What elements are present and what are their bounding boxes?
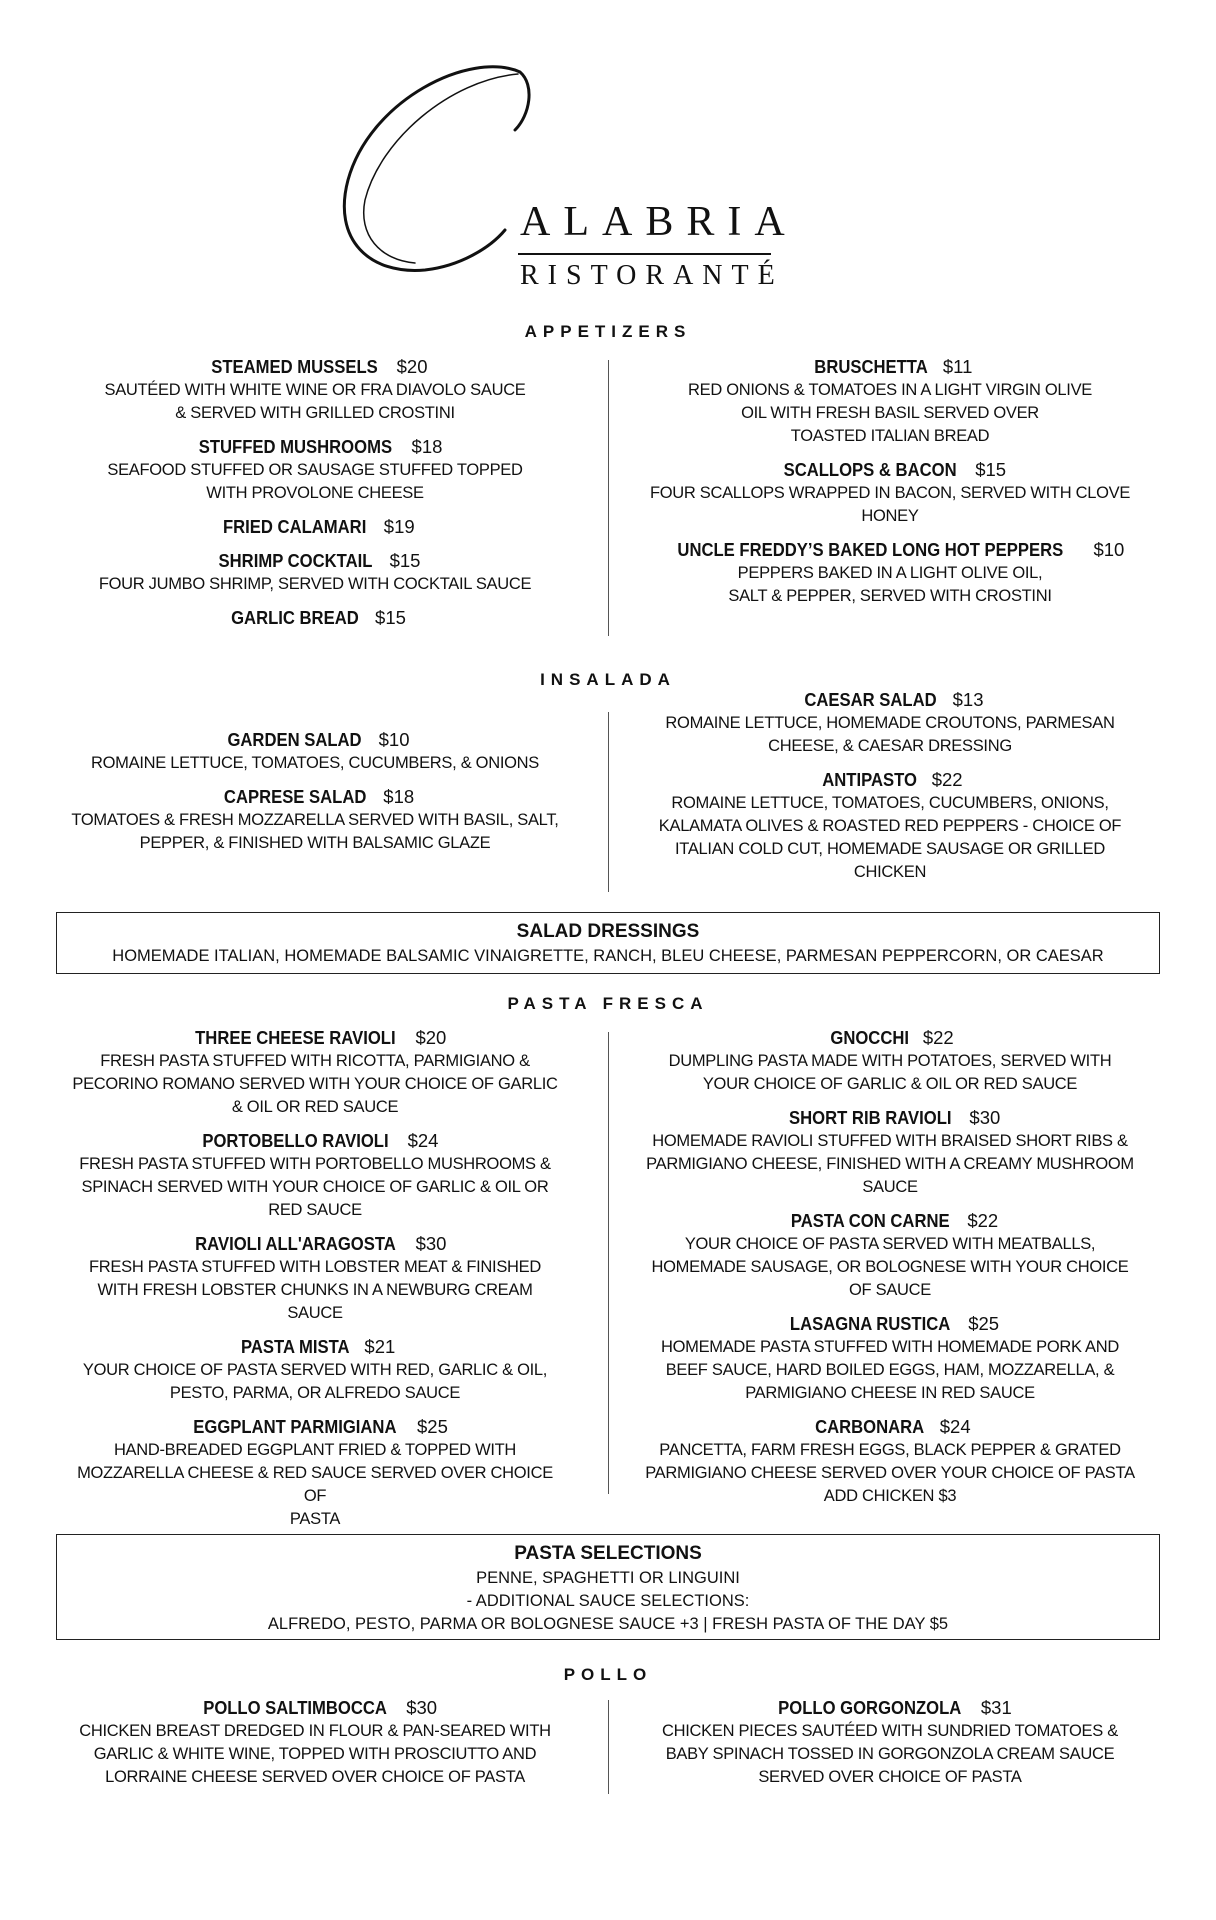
menu-item-heading xyxy=(640,458,1140,482)
menu-item xyxy=(70,435,560,505)
menu-item xyxy=(640,768,1140,884)
menu-item xyxy=(70,1232,560,1325)
menu-item-heading xyxy=(70,355,560,379)
menu-item-heading xyxy=(640,538,1140,562)
menu-item-price: $10 xyxy=(1093,539,1125,560)
menu-item-description: YOUR CHOICE OF GARLIC & OIL OR RED SAUCE xyxy=(702,1075,1078,1093)
menu-item-description: OF SAUCE xyxy=(849,1281,931,1299)
pollo-right-column xyxy=(640,1696,1140,1799)
menu-item-price: $15 xyxy=(389,550,421,571)
menu-item-description: PESTO, PARMA, OR ALFREDO SAUCE xyxy=(169,1384,461,1402)
menu-item-description: PASTA xyxy=(289,1510,341,1528)
menu-item-heading xyxy=(640,688,1140,712)
menu-item-description: BEEF SAUCE, HARD BOILED EGGS, HAM, MOZZARELLA, & xyxy=(665,1361,1115,1379)
menu-item-description: ITALIAN COLD CUT, HOMEMADE SAUSAGE OR GRILLED xyxy=(675,840,1105,858)
menu-item-name: STEAMED MUSSELS xyxy=(211,356,379,377)
menu-item-name: FRIED CALAMARI xyxy=(223,516,367,537)
insalada-left-column xyxy=(70,728,560,865)
menu-item-name: CARBONARA xyxy=(815,1416,925,1437)
menu-item-description: PECORINO ROMANO SERVED WITH YOUR CHOICE OF GARLIC xyxy=(72,1075,558,1093)
menu-item-heading xyxy=(70,1026,560,1050)
menu-item-price: $31 xyxy=(980,1697,1012,1718)
menu-item xyxy=(70,515,560,539)
menu-item-name: SHORT RIB RAVIOLI xyxy=(788,1107,952,1128)
menu-item-heading xyxy=(640,355,1140,379)
menu-item-price: $24 xyxy=(939,1416,971,1437)
menu-item-description: RED ONIONS & TOMATOES IN A LIGHT VIRGIN OLIVE xyxy=(688,381,1092,399)
menu-item xyxy=(70,1026,560,1119)
menu-item xyxy=(640,355,1140,448)
menu-item-price: $18 xyxy=(411,436,443,457)
menu-item xyxy=(640,1209,1140,1302)
column-divider xyxy=(608,712,609,892)
menu-item-description: WITH FRESH LOBSTER CHUNKS IN A NEWBURG CREAM SAUCE xyxy=(97,1281,533,1322)
menu-item xyxy=(70,1335,560,1405)
menu-item-heading xyxy=(70,515,560,539)
menu-item-heading xyxy=(70,1696,560,1720)
menu-item-price: $10 xyxy=(378,729,410,750)
logo-name: ALABRIA xyxy=(520,199,798,245)
menu-item-description: KALAMATA OLIVES & ROASTED RED PEPPERS - CHOICE OF xyxy=(658,817,1122,835)
column-divider xyxy=(608,360,609,636)
menu-item-name: SCALLOPS & BACON xyxy=(783,459,957,480)
pollo-left-column xyxy=(70,1696,560,1799)
menu-item-description: HONEY xyxy=(861,507,919,525)
menu-item-price: $22 xyxy=(922,1027,954,1048)
menu-item-heading xyxy=(640,1696,1140,1720)
menu-item-heading xyxy=(640,1026,1140,1050)
pasta-selections-line: - ADDITIONAL SAUCE SELECTIONS: xyxy=(466,1592,750,1610)
menu-item-description: CHICKEN xyxy=(853,863,927,881)
menu-item-description: BABY SPINACH TOSSED IN GORGONZOLA CREAM SAUCE xyxy=(665,1745,1115,1763)
menu-item-price: $30 xyxy=(415,1233,447,1254)
salad-dressings-list: HOMEMADE ITALIAN, HOMEMADE BALSAMIC VINAIGRETTE, RANCH, BLEU CHEESE, PARMESAN PEPPERCORN, OR CAESAR xyxy=(112,947,1104,965)
menu-item-description: WITH PROVOLONE CHEESE xyxy=(206,484,424,502)
menu-item-name: GNOCCHI xyxy=(830,1027,910,1048)
section-title-pollo: POLLO xyxy=(563,1665,653,1684)
menu-item-price: $24 xyxy=(407,1130,439,1151)
menu-item-name: GARLIC BREAD xyxy=(231,607,359,628)
menu-item-name: SHRIMP COCKTAIL xyxy=(218,550,372,571)
menu-item-price: $21 xyxy=(364,1336,396,1357)
menu-item-price: $30 xyxy=(406,1697,438,1718)
menu-item-description: GARLIC & WHITE WINE, TOPPED WITH PROSCIUTTO AND xyxy=(93,1745,537,1763)
menu-item-description: RED SAUCE xyxy=(268,1201,362,1219)
menu-item-heading xyxy=(640,1312,1140,1336)
menu-item-description: OIL WITH FRESH BASIL SERVED OVER xyxy=(741,404,1039,422)
menu-item xyxy=(640,1312,1140,1405)
menu-item-name: PORTOBELLO RAVIOLI xyxy=(201,1130,389,1151)
menu-item-description: LORRAINE CHEESE SERVED OVER CHOICE OF PASTA xyxy=(105,1768,525,1786)
menu-item-description: SEAFOOD STUFFED OR SAUSAGE STUFFED TOPPED xyxy=(107,461,523,479)
menu-item-name: BRUSCHETTA xyxy=(813,356,928,377)
menu-item-description: PEPPER, & FINISHED WITH BALSAMIC GLAZE xyxy=(139,834,491,852)
menu-item-name: STUFFED MUSHROOMS xyxy=(198,436,392,457)
menu-item-description: PARMIGIANO CHEESE IN RED SAUCE xyxy=(745,1384,1035,1402)
menu-item-price: $22 xyxy=(967,1210,999,1231)
menu-item-description: PARMIGIANO CHEESE, FINISHED WITH A CREAMY MUSHROOM xyxy=(646,1155,1134,1173)
menu-item-name: GARDEN SALAD xyxy=(227,729,363,750)
menu-item-name: THREE CHEESE RAVIOLI xyxy=(194,1027,396,1048)
menu-item-description: SAUCE xyxy=(862,1178,918,1196)
menu-item-name: CAESAR SALAD xyxy=(803,689,937,710)
menu-item-name: ANTIPASTO xyxy=(822,769,918,790)
menu-item-description: HOMEMADE PASTA STUFFED WITH HOMEMADE PORK AND xyxy=(660,1338,1119,1356)
menu-item-description: PEPPERS BAKED IN A LIGHT OLIVE OIL, xyxy=(737,564,1043,582)
menu-item-price: $20 xyxy=(396,356,428,377)
menu-item-description: PANCETTA, FARM FRESH EGGS, BLACK PEPPER & GRATED xyxy=(659,1441,1121,1459)
menu-item-description: ADD CHICKEN $3 xyxy=(823,1487,957,1505)
menu-item-description: SAUTÉED WITH WHITE WINE OR FRA DIAVOLO SAUCE xyxy=(104,381,526,399)
menu-item-description: HOMEMADE RAVIOLI STUFFED WITH BRAISED SHORT RIBS & xyxy=(652,1132,1128,1150)
menu-item-description: ROMAINE LETTUCE, HOMEMADE CROUTONS, PARMESAN xyxy=(665,714,1115,732)
menu-item-description: SERVED OVER CHOICE OF PASTA xyxy=(758,1768,1022,1786)
menu-item-heading xyxy=(70,606,560,630)
section-title-insalada: INSALADA xyxy=(540,670,676,689)
menu-item-name: RAVIOLI ALL'ARAGOSTA xyxy=(194,1233,396,1254)
menu-item-description: YOUR CHOICE OF PASTA SERVED WITH RED, GARLIC & OIL, xyxy=(82,1361,548,1379)
menu-item-description: ROMAINE LETTUCE, TOMATOES, CUCUMBERS, ONIONS, xyxy=(671,794,1109,812)
menu-item-description: TOMATOES & FRESH MOZZARELLA SERVED WITH BASIL, SALT, xyxy=(71,811,559,829)
section-title-pasta-fresca: PASTA FRESCA xyxy=(507,994,709,1013)
logo-subtitle: RISTORANTÉ xyxy=(520,260,784,291)
menu-item-heading xyxy=(70,1415,560,1439)
menu-item-description: & OIL OR RED SAUCE xyxy=(231,1098,399,1116)
menu-item-description: SALT & PEPPER, SERVED WITH CROSTINI xyxy=(728,587,1052,605)
menu-item xyxy=(640,458,1140,528)
menu-item-heading xyxy=(640,1209,1140,1233)
menu-item-price: $30 xyxy=(969,1107,1001,1128)
menu-item xyxy=(640,1415,1140,1508)
pasta-left-column xyxy=(70,1026,560,1541)
column-divider xyxy=(608,1032,609,1494)
menu-item-description: FOUR JUMBO SHRIMP, SERVED WITH COCKTAIL SAUCE xyxy=(98,575,532,593)
menu-item-description: HAND-BREADED EGGPLANT FRIED & TOPPED WITH xyxy=(113,1441,517,1459)
pasta-selections-line: ALFREDO, PESTO, PARMA OR BOLOGNESE SAUCE +3 | FRESH PASTA OF THE DAY $5 xyxy=(267,1615,949,1633)
menu-item-price: $18 xyxy=(383,786,415,807)
menu-item xyxy=(640,688,1140,758)
menu-item-price: $15 xyxy=(375,607,406,628)
menu-item-price: $11 xyxy=(942,356,973,377)
menu-item-description: FOUR SCALLOPS WRAPPED IN BACON, SERVED WITH CLOVE xyxy=(649,484,1131,502)
menu-item-heading xyxy=(640,768,1140,792)
menu-item-heading xyxy=(70,728,560,752)
menu-item xyxy=(70,549,560,596)
menu-item xyxy=(70,1415,560,1531)
menu-item-heading xyxy=(70,435,560,459)
menu-item-heading xyxy=(70,785,560,809)
menu-item xyxy=(70,1129,560,1222)
menu-item xyxy=(640,1106,1140,1199)
menu-item-name: EGGPLANT PARMIGIANA xyxy=(193,1416,397,1437)
menu-item-description: & SERVED WITH GRILLED CROSTINI xyxy=(175,404,455,422)
appetizers-left-column xyxy=(70,355,560,640)
menu-item-price: $20 xyxy=(415,1027,447,1048)
section-title-appetizers: APPETIZERS xyxy=(524,322,692,341)
menu-item-description: CHEESE, & CAESAR DRESSING xyxy=(768,737,1012,755)
menu-item-description: TOASTED ITALIAN BREAD xyxy=(790,427,990,445)
pasta-selections-box xyxy=(56,1534,1160,1640)
menu-item-name: LASAGNA RUSTICA xyxy=(789,1313,951,1334)
menu-item-price: $22 xyxy=(931,769,963,790)
menu-item xyxy=(640,538,1140,608)
pasta-selections-title: PASTA SELECTIONS xyxy=(514,1543,702,1564)
menu-item xyxy=(70,728,560,775)
menu-item-heading xyxy=(70,549,560,573)
menu-item-heading xyxy=(70,1335,560,1359)
pasta-selections-line: PENNE, SPAGHETTI OR LINGUINI xyxy=(476,1569,740,1587)
menu-item-description: SPINACH SERVED WITH YOUR CHOICE OF GARLIC & OIL OR xyxy=(81,1178,549,1196)
menu-item-price: $19 xyxy=(383,516,415,537)
menu-item-description: HOMEMADE SAUSAGE, OR BOLOGNESE WITH YOUR CHOICE xyxy=(651,1258,1129,1276)
menu-item-description: MOZZARELLA CHEESE & RED SAUCE SERVED OVER CHOICE OF xyxy=(77,1464,553,1505)
menu-item-description: FRESH PASTA STUFFED WITH RICOTTA, PARMIGIANO & xyxy=(100,1052,530,1070)
menu-item xyxy=(70,785,560,855)
menu-item xyxy=(70,355,560,425)
menu-item-heading xyxy=(70,1129,560,1153)
menu-item-description: PARMIGIANO CHEESE SERVED OVER YOUR CHOICE OF PASTA xyxy=(645,1464,1135,1482)
menu-item-description: CHICKEN PIECES SAUTÉED WITH SUNDRIED TOMATOES & xyxy=(662,1722,1118,1740)
menu-item-name: POLLO GORGONZOLA xyxy=(778,1697,962,1718)
menu-item-description: FRESH PASTA STUFFED WITH LOBSTER MEAT & FINISHED xyxy=(89,1258,541,1276)
menu-item-description: ROMAINE LETTUCE, TOMATOES, CUCUMBERS, & ONIONS xyxy=(91,754,539,772)
menu-item xyxy=(70,606,560,630)
column-divider xyxy=(608,1700,609,1794)
menu-item-description: YOUR CHOICE OF PASTA SERVED WITH MEATBALLS, xyxy=(684,1235,1096,1253)
menu-item xyxy=(70,1696,560,1789)
menu-item-description: DUMPLING PASTA MADE WITH POTATOES, SERVED WITH xyxy=(668,1052,1112,1070)
restaurant-logo xyxy=(330,60,798,291)
menu-item-heading xyxy=(70,1232,560,1256)
menu-item-price: $13 xyxy=(952,689,984,710)
menu-item-price: $15 xyxy=(975,459,1007,480)
menu-item-name: PASTA MISTA xyxy=(240,1336,350,1357)
menu-item-name: PASTA CON CARNE xyxy=(790,1210,950,1231)
pasta-right-column xyxy=(640,1026,1140,1518)
menu-item-heading xyxy=(640,1415,1140,1439)
logo-rule xyxy=(518,253,771,255)
salad-dressings-box xyxy=(56,912,1160,974)
menu-item-description: FRESH PASTA STUFFED WITH PORTOBELLO MUSHROOMS & xyxy=(79,1155,551,1173)
menu-item-name: POLLO SALTIMBOCCA xyxy=(203,1697,387,1718)
menu-item-price: $25 xyxy=(417,1416,448,1437)
logo-script-c-icon xyxy=(330,60,790,290)
appetizers-right-column xyxy=(640,355,1140,618)
insalada-right-column xyxy=(640,688,1140,894)
salad-dressings-title: SALAD DRESSINGS xyxy=(516,921,700,942)
menu-item-heading xyxy=(640,1106,1140,1130)
menu-item-name: UNCLE FREDDY’S BAKED LONG HOT PEPPERS xyxy=(677,539,1063,560)
menu-item xyxy=(640,1026,1140,1096)
menu-item xyxy=(640,1696,1140,1789)
menu-item-price: $25 xyxy=(968,1313,1000,1334)
menu-item-name: CAPRESE SALAD xyxy=(223,786,367,807)
menu-item-description: CHICKEN BREAST DREDGED IN FLOUR & PAN-SEARED WITH xyxy=(79,1722,551,1740)
